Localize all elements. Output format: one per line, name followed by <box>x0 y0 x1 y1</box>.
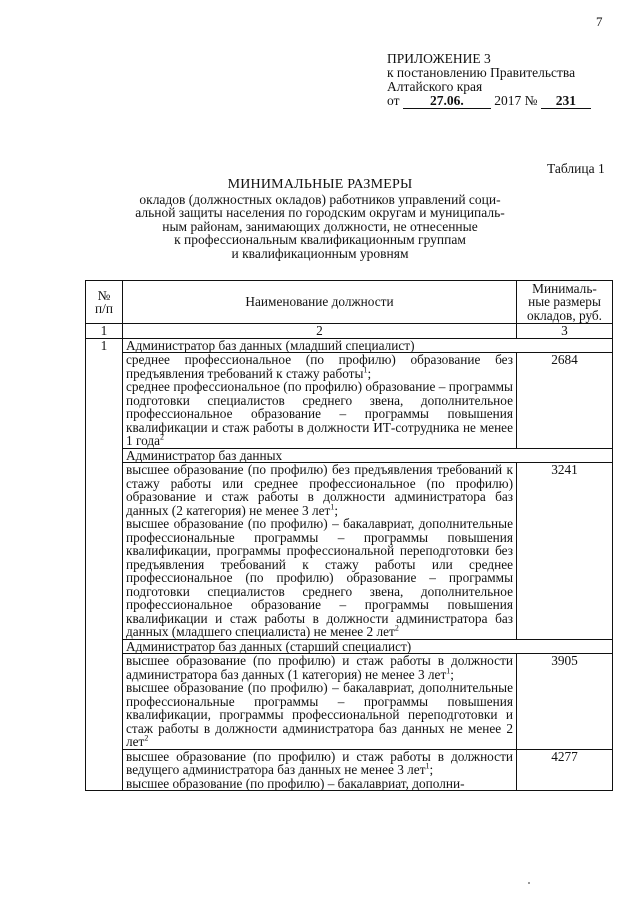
requirements-cell: высшее образование (по профилю) и стаж работы в должности ведущего администратора баз данных не менее 3 лет$^1$; высшее образование (по профилю) – бакалавриат, дополни- <box>123 749 517 791</box>
appendix-date: 27.06. <box>403 94 491 109</box>
appendix-number-sign: № <box>524 93 538 108</box>
row-number: 1 <box>86 338 123 791</box>
header-position-name: Наименование должности <box>123 281 517 324</box>
column-number: 1 <box>86 324 123 339</box>
title-line: к профессиональным квалификационным группам <box>174 232 466 247</box>
requirements-cell: высшее образование (по профилю) без предъявления требований к стажу работы или среднее профессиональное (по профилю) образование и стаж работы в должности администратора баз данных (2 категория) не менее 3 лет$^1$; высшее образование (по профилю) – бакалавриат, дополнительные профессиональные программы – программы повышения квалификации, программы профессиональной переподготовки без предъявления требований к стажу работы или среднее профессиональное (по профилю) образование – программы подготовки специалистов среднего звена, дополнительное профессиональное образование – программы повышения квалификации и стаж работы в должности администратора баз данных (младшего специалиста) не менее 2 лет$^2$ <box>123 463 517 640</box>
salary-value: 4277 <box>517 749 613 791</box>
appendix-year: 2017 <box>494 93 522 108</box>
requirements-cell: среднее профессиональное (по профилю) образование без предъявления требований к стажу работы$^1$; среднее профессиональное (по профилю) образование – программы подготовки специалистов среднего звена, дополнительное профессиональное образование – программы повышения квалификации и стаж работы в должности ИТ-сотрудника не менее 1 года$^2$ <box>123 353 517 449</box>
section-title: Администратор баз данных (старший специалист) <box>123 639 613 654</box>
title-heading: МИНИМАЛЬНЫЕ РАЗМЕРЫ <box>227 177 413 192</box>
salary-value: 3241 <box>517 463 613 640</box>
column-number: 3 <box>517 324 613 339</box>
document-title <box>120 178 520 260</box>
appendix-number: 231 <box>541 94 591 109</box>
header-number: № п/п <box>86 281 123 324</box>
column-number: 2 <box>123 324 517 339</box>
table-label: Таблица 1 <box>547 161 605 176</box>
appendix-line-2: Алтайского края <box>387 79 483 94</box>
column-numbers-row <box>86 324 613 339</box>
table-row <box>86 749 613 791</box>
title-line: альной защиты населения по городским округам и муниципаль- <box>135 205 505 220</box>
title-line: и квалификационным уровням <box>231 245 409 261</box>
table-row <box>86 654 613 750</box>
title-line: окладов (должностных окладов) работников управлений соци- <box>139 191 501 207</box>
section-title: Администратор баз данных (младший специалист) <box>123 338 613 353</box>
scan-speck <box>528 882 530 884</box>
salary-value: 2684 <box>517 353 613 449</box>
appendix-block <box>387 52 591 109</box>
table-row <box>86 338 613 353</box>
table-header-row <box>86 281 613 324</box>
salary-value: 3905 <box>517 654 613 750</box>
appendix-title: ПРИЛОЖЕНИЕ 3 <box>387 51 491 66</box>
salary-table <box>85 280 613 791</box>
table-row <box>86 463 613 640</box>
table-row <box>86 448 613 463</box>
appendix-date-line <box>387 94 591 109</box>
header-min-salary: Минималь- ные размеры окладов, руб. <box>517 281 613 324</box>
table-row <box>86 639 613 654</box>
requirements-cell: высшее образование (по профилю) и стаж работы в должности администратора баз данных (1 категория) не менее 3 лет$^1$; высшее образование (по профилю) – бакалавриат, дополнительные профессиональные программы – программы повышения квалификации, программы профессиональной переподготовки и стаж работы в должности администратора баз данных не менее 2 лет$^2$ <box>123 654 517 750</box>
appendix-line-1: к постановлению Правительства <box>387 65 576 80</box>
page-number: 7 <box>596 14 603 29</box>
table-row <box>86 353 613 449</box>
appendix-from: от <box>387 93 400 108</box>
section-title: Администратор баз данных <box>123 448 613 463</box>
title-line: ным районам, занимающих должности, не отнесенные <box>162 218 478 234</box>
